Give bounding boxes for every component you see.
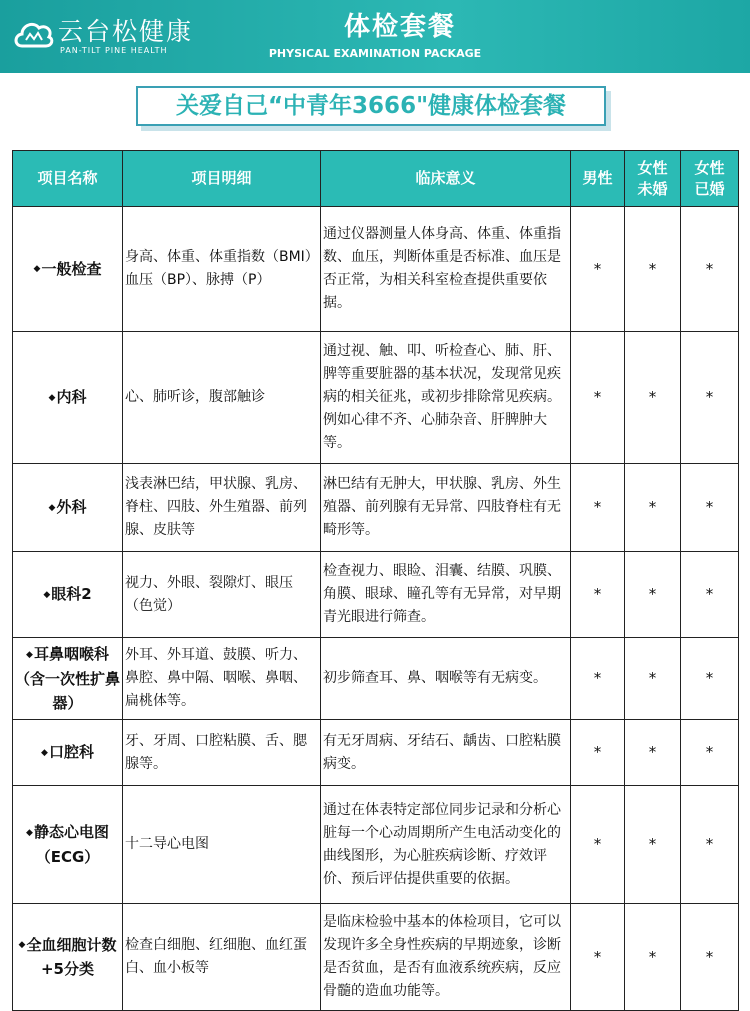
- item-name-cell: [13, 207, 123, 332]
- clinical-meaning-cell-text: 通过视、触、叩、听检查心、肺、肝、脾等重要脏器的基本状况，发现常见疾病的相关征兆，或初步排除常见疾病。例如心律不齐、心肺杂音、肝脾肿大等。: [323, 343, 561, 451]
- header-detail: 项目明细: [123, 151, 321, 207]
- clinical-meaning-cell: [321, 786, 571, 904]
- clinical-meaning-cell-text: 通过在体表特定部位同步记录和分析心脏每一个心动周期所产生电活动变化的曲线图形，为心脏疾病诊断、疗效评价、预后评估提供重要的依据。: [323, 801, 561, 887]
- item-detail-cell-text: 外耳、外耳道、鼓膜、听力、鼻腔、鼻中隔、咽喉、鼻咽、扁桃体等。: [125, 647, 307, 709]
- diamond-bullet-icon: ◆: [26, 649, 33, 660]
- female-unmarried-mark-cell-text: *: [648, 585, 657, 603]
- female-unmarried-mark-cell: [625, 786, 681, 904]
- male-mark-cell-text: *: [593, 498, 602, 516]
- male-mark-cell-text: *: [593, 669, 602, 687]
- male-mark-cell-text: *: [593, 585, 602, 603]
- male-mark-cell: [571, 638, 625, 720]
- female-unmarried-mark-cell-text: *: [648, 947, 657, 966]
- item-detail-cell-text: 心、肺听诊，腹部触诊: [125, 389, 265, 405]
- item-detail-cell: [123, 904, 321, 1011]
- table-row: [13, 638, 739, 720]
- page-subtitle: PHYSICAL EXAMINATION PACKAGE: [268, 47, 482, 60]
- table-row: [13, 720, 739, 786]
- item-name-cell-text: 内科: [56, 388, 87, 407]
- package-table: [12, 150, 739, 1011]
- male-mark-cell: [571, 552, 625, 638]
- header-female-married-line2: 已婚: [694, 179, 725, 198]
- female-unmarried-mark-cell-text: *: [648, 835, 657, 853]
- female-married-mark-cell-text: *: [705, 947, 714, 966]
- table-row: [13, 786, 739, 904]
- clinical-meaning-cell-text: 有无牙周病、牙结石、龋齿、口腔粘膜病变。: [323, 732, 561, 772]
- item-name-cell-text: 全血细胞计数+5分类: [26, 935, 117, 979]
- female-married-mark-cell: [681, 904, 739, 1011]
- header-bar: [0, 0, 750, 73]
- male-mark-cell: [571, 786, 625, 904]
- table-row: [13, 904, 739, 1011]
- item-detail-cell: [123, 207, 321, 332]
- diamond-bullet-icon: ◆: [26, 827, 33, 838]
- item-name-cell-text: 外科: [56, 498, 87, 517]
- item-detail-cell: [123, 332, 321, 464]
- item-name-cell: [13, 464, 123, 552]
- item-detail-cell-text: 身高、体重、体重指数（BMI）血压（BP）、脉搏（P）: [125, 249, 312, 288]
- clinical-meaning-cell: [321, 904, 571, 1011]
- table-row: [13, 464, 739, 552]
- diamond-bullet-icon: ◆: [43, 589, 51, 600]
- female-unmarried-mark-cell-text: *: [648, 498, 657, 516]
- clinical-meaning-cell: [321, 720, 571, 786]
- item-detail-cell: [123, 638, 321, 720]
- cloud-logo-icon: [12, 16, 54, 54]
- female-unmarried-mark-cell-text: *: [648, 743, 657, 761]
- male-mark-cell-text: *: [593, 388, 602, 406]
- female-married-mark-cell: [681, 552, 739, 638]
- male-mark-cell: [571, 720, 625, 786]
- female-unmarried-mark-cell: [625, 464, 681, 552]
- item-name-cell-text: 口腔科: [48, 743, 94, 762]
- male-mark-cell-text: *: [593, 743, 602, 761]
- clinical-meaning-cell-text: 淋巴结有无肿大，甲状腺、乳房、外生殖器、前列腺有无异常、四肢脊柱有无畸形等。: [323, 476, 561, 538]
- clinical-meaning-cell-text: 初步筛查耳、鼻、咽喉等有无病变。: [323, 670, 547, 686]
- male-mark-cell-text: *: [593, 259, 602, 278]
- header-meaning: 临床意义: [321, 151, 571, 207]
- diamond-bullet-icon: ◆: [48, 392, 56, 403]
- item-name-cell: [13, 552, 123, 638]
- clinical-meaning-cell-text: 是临床检验中基本的体检项目，它可以发现许多全身性疾病的早期迹象，诊断是否贫血，是否有血液系统疾病，反应骨髓的造血功能等。: [323, 914, 561, 999]
- female-unmarried-mark-cell-text: *: [648, 259, 657, 278]
- female-married-mark-cell-text: *: [705, 259, 714, 278]
- male-mark-cell: [571, 332, 625, 464]
- female-married-mark-cell-text: *: [705, 835, 714, 853]
- brand-name: 云台松健康: [58, 17, 194, 46]
- female-unmarried-mark-cell: [625, 720, 681, 786]
- item-detail-cell: [123, 786, 321, 904]
- item-detail-cell-text: 浅表淋巴结，甲状腺、乳房、脊柱、四肢、外生殖器、前列腺、皮肤等: [125, 476, 307, 538]
- brand-english: PAN-TILT PINE HEALTH: [60, 46, 168, 55]
- header-female-unmarried-line2: 未婚: [637, 179, 668, 198]
- package-banner: 关爱自己“中青年3666"健康体检套餐: [136, 86, 606, 126]
- item-detail-cell: [123, 464, 321, 552]
- male-mark-cell-text: *: [593, 835, 602, 853]
- item-detail-cell: [123, 720, 321, 786]
- female-married-mark-cell-text: *: [705, 585, 714, 603]
- item-name-cell: [13, 638, 123, 720]
- header-female-unmarried-line1: 女性: [637, 158, 668, 177]
- item-name-cell-text: 静态心电图（ECG）: [33, 823, 109, 866]
- item-name-cell-text: 一般检查: [41, 259, 102, 278]
- female-married-mark-cell-text: *: [705, 743, 714, 761]
- page-title: 体检套餐: [343, 12, 456, 42]
- item-name-cell: [13, 332, 123, 464]
- female-married-mark-cell-text: *: [705, 388, 714, 406]
- item-detail-cell-text: 视力、外眼、裂隙灯、眼压（色觉）: [125, 574, 293, 614]
- header-name: 项目名称: [13, 151, 123, 207]
- item-name-cell-text: 眼科2: [51, 585, 92, 604]
- header-female-unmarried: [625, 151, 681, 207]
- clinical-meaning-cell-text: 通过仪器测量人体身高、体重、体重指数、血压，判断体重是否标准、血压是否正常，为相关科室检查提供重要依据。: [323, 226, 561, 311]
- male-mark-cell-text: *: [593, 947, 602, 966]
- item-name-cell: [13, 720, 123, 786]
- female-married-mark-cell-text: *: [705, 669, 714, 687]
- clinical-meaning-cell: [321, 638, 571, 720]
- female-unmarried-mark-cell-text: *: [648, 388, 657, 406]
- header-male: 男性: [571, 151, 625, 207]
- table-row: [13, 552, 739, 638]
- female-unmarried-mark-cell: [625, 207, 681, 332]
- female-married-mark-cell: [681, 464, 739, 552]
- header-female-married-line1: 女性: [694, 158, 725, 177]
- clinical-meaning-cell: [321, 464, 571, 552]
- diamond-bullet-icon: ◆: [18, 940, 26, 951]
- item-detail-cell-text: 检查白细胞、红细胞、血红蛋白、血小板等: [125, 937, 307, 976]
- item-name-cell: [13, 786, 123, 904]
- item-detail-cell-text: 牙、牙周、口腔粘膜、舌、腮腺等。: [125, 732, 307, 772]
- item-name-cell: [13, 904, 123, 1011]
- item-detail-cell-text: 十二导心电图: [125, 836, 209, 852]
- female-unmarried-mark-cell: [625, 638, 681, 720]
- item-detail-cell: [123, 552, 321, 638]
- clinical-meaning-cell: [321, 207, 571, 332]
- diamond-bullet-icon: ◆: [41, 747, 48, 758]
- female-unmarried-mark-cell: [625, 332, 681, 464]
- female-married-mark-cell: [681, 720, 739, 786]
- female-unmarried-mark-cell: [625, 552, 681, 638]
- table-row: [13, 207, 739, 332]
- male-mark-cell: [571, 207, 625, 332]
- clinical-meaning-cell: [321, 332, 571, 464]
- clinical-meaning-cell-text: 检查视力、眼睑、泪囊、结膜、巩膜、角膜、眼球、瞳孔等有无异常，对早期青光眼进行筛查。: [323, 563, 561, 625]
- female-married-mark-cell: [681, 207, 739, 332]
- diamond-bullet-icon: ◆: [33, 264, 41, 275]
- female-married-mark-cell: [681, 332, 739, 464]
- female-unmarried-mark-cell: [625, 904, 681, 1011]
- female-married-mark-cell: [681, 786, 739, 904]
- clinical-meaning-cell: [321, 552, 571, 638]
- female-married-mark-cell-text: *: [705, 498, 714, 516]
- female-unmarried-mark-cell-text: *: [648, 669, 657, 687]
- header-female-married: [681, 151, 739, 207]
- female-married-mark-cell: [681, 638, 739, 720]
- item-name-cell-text: 耳鼻咽喉科（含一次性扩鼻器）: [15, 645, 121, 712]
- table-row: [13, 332, 739, 464]
- male-mark-cell: [571, 904, 625, 1011]
- diamond-bullet-icon: ◆: [48, 502, 56, 513]
- table-header-row: [13, 151, 739, 207]
- male-mark-cell: [571, 464, 625, 552]
